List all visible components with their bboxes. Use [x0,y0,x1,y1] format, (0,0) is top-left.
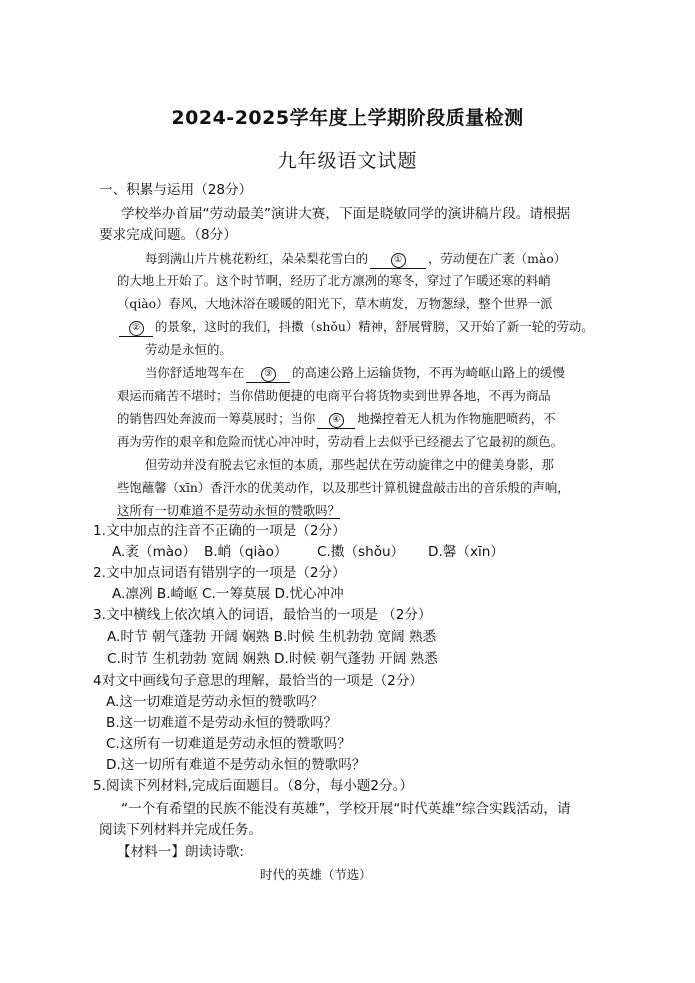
question-3-stem: 3.文中横线上依次填入的词语，最恰当的一项是 （2分） [93,607,432,623]
question-4-stem: 4对文中画线句子意思的理解，最恰当的一项是（2分） [93,673,423,689]
underlined-sentence: 这所有一切难道不是劳动永恒的赞歌吗？ [117,503,341,518]
question-3-options-row-1: A.时节 朝气蓬勃 开阔 娴熟 B.时候 生机勃勃 宽阔 熟悉 [107,629,437,645]
passage-line-6: 当你舒适地驾车在 ③ 的高速公路上运输货物，不再为崎岖山路上的缓慢 [145,364,565,383]
exam-subtitle: 九年级语文试题 [277,150,418,172]
passage-line-4: ② 的景象，这时的我们，抖擞（shǒu）精神，舒展臂膀，又开始了新一轮的劳动。 [117,318,594,337]
passage-line-5: 劳动是永恒的。 [145,342,232,357]
poem-title: 时代的英雄（节选） [260,867,372,882]
question-4-option-c: C.这所有一切难道是劳动永恒的赞歌吗？ [106,736,351,752]
blank-1: ① [370,251,426,269]
exam-title: 2024-2025学年度上学期阶段质量检测 [171,107,524,129]
question-4-option-b: B.这一切难道不是劳动永恒的赞歌吗？ [106,715,338,731]
passage-line-7: 艰运而痛苦不堪时；当你借助便捷的电商平台将货物卖到世界各地，不再为商品 [117,388,551,403]
passage-line-11: 些饱蘸馨（xīn）香汗水的优美动作，以及那些计算机键盘敲击出的音乐般的声响， [117,480,570,495]
question-3-options-row-2: C.时节 生机勃勃 宽阔 娴熟 D.时候 朝气蓬勃 开阔 熟悉 [107,651,438,667]
question-4-option-a: A.这一切难道是劳动永恒的赞歌吗？ [106,694,324,710]
question-2-options: A.凛冽 B.崎岖 C.一筹莫展 D.忧心冲冲 [112,586,344,602]
question-5-intro-line-2: 阅读下列材料并完成任务。 [99,822,263,838]
passage-line-3: （qiào）春风，大地沐浴在暖暖的阳光下，草木萌发，万物葱绿，整个世界一派 [117,296,553,311]
passage-line-12 [117,502,340,520]
question-1-option-b: B.峭（qiào） [204,544,288,560]
passage-line-9: 再为劳作的艰辛和危险而忧心冲冲时，劳动看上去似乎已经褪去了它最初的颜色。 [117,434,564,449]
passage-line-2: 的大地上开始了。这个时节啊，经历了北方凛冽的寒冬，穿过了乍暖还寒的料峭 [117,273,551,288]
section-heading: 一、积累与运用（28分） [99,182,253,198]
question-1-stem: 1.文中加点的注音不正确的一项是（2分） [93,523,346,539]
section-intro-line-1: 学校举办首届“劳动最美”演讲大赛，下面是晓敏同学的演讲稿片段。请根据 [121,206,571,222]
section-intro-line-2: 要求完成问题。（8分） [99,227,237,243]
blank-3: ③ [246,365,290,383]
question-4-option-d: D.这一切所有难道不是劳动永恒的赞歌吗？ [106,757,366,773]
passage-line-10: 但劳动并没有脱去它永恒的本质，那些起伏在劳动旋律之中的健美身影，那 [145,457,554,472]
question-1-option-a: A.袤（mào） [112,544,197,560]
question-2-stem: 2.文中加点词语有错别字的一项是（2分） [93,565,346,581]
blank-2: ② [119,319,153,337]
question-5-stem: 5.阅读下列材料,完成后面题目。（8分，每小题2分。） [93,778,414,794]
material-1-label: 【材料一】朗读诗歌: [117,844,244,860]
passage-line-8: 的销售四处奔波而一筹莫展时；当你 ④ 地操控着无人机为作物施肥喷药，不 [117,410,556,429]
question-1-option-c: C.擞（shǒu） [317,544,405,560]
blank-4: ④ [317,411,355,429]
question-5-intro-line-1: “一个有希望的民族不能没有英雄”，学校开展“时代英雄”综合实践活动，请 [121,801,571,817]
passage-line-1: 每到满山片片桃花粉红，朵朵梨花雪白的 ① ，劳动便在广袤（mào） [145,250,566,269]
question-1-option-d: D.馨（xīn） [428,544,505,560]
